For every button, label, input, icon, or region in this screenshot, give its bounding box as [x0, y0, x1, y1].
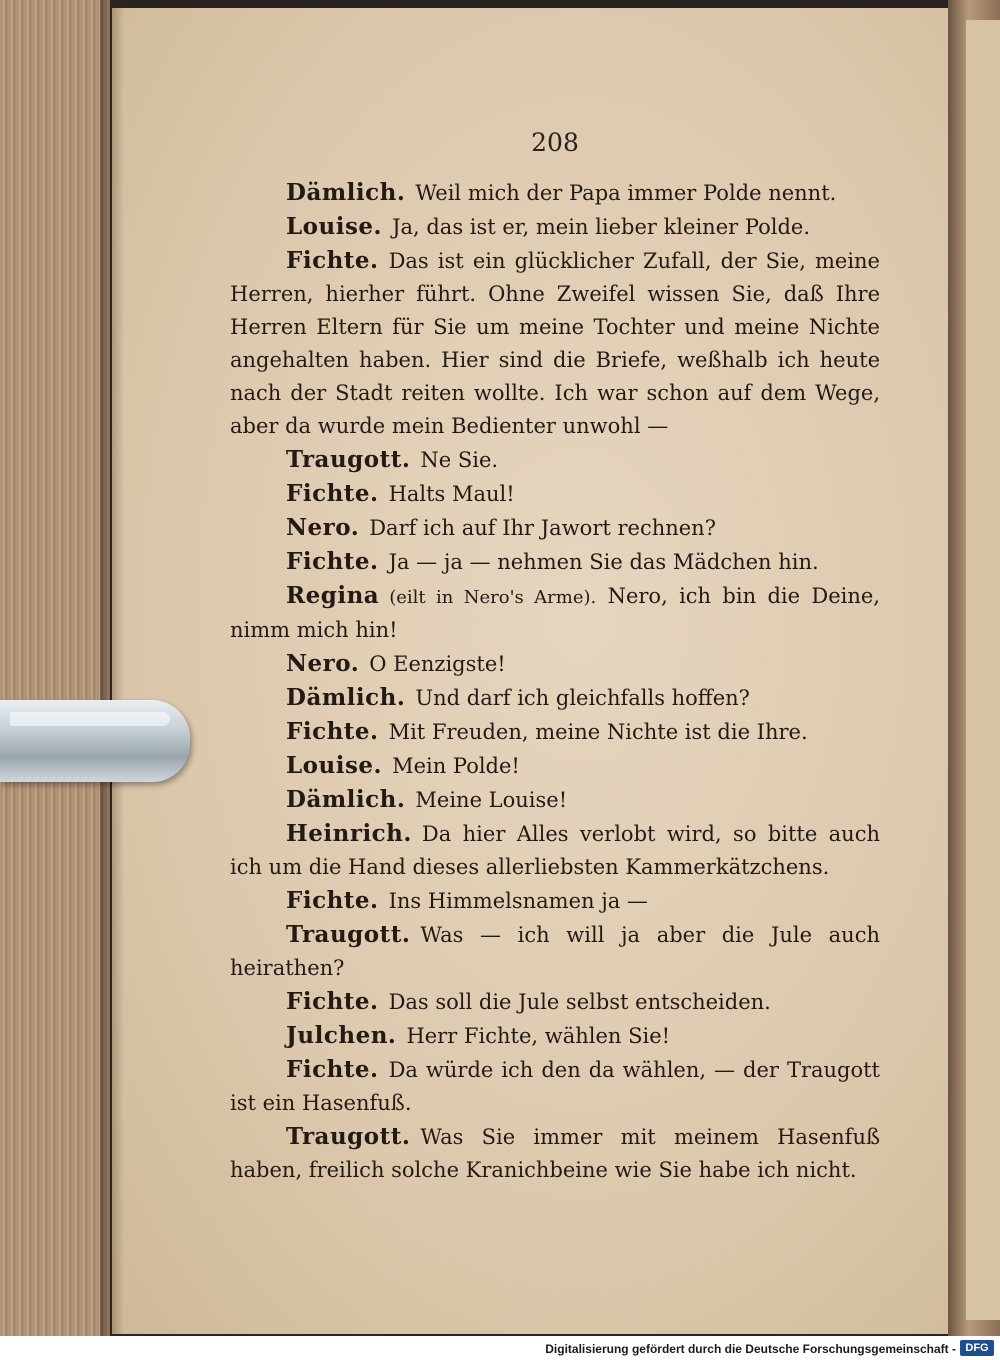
dialogue-line [230, 1019, 880, 1053]
stage-direction: (eilt in Nero's Arme). [389, 587, 597, 608]
dialogue-text: Da hier Alles verlobt wird, so bitte auch ich um die Hand dieses allerliebsten Kammerkätzchens. [230, 822, 880, 879]
speaker-name: Traugott. [286, 446, 411, 473]
dialogue-text: Was Sie immer mit meinem Hasenfuß haben, freilich solche Kranichbeine wie Sie habe ich nicht. [230, 1125, 880, 1182]
dialogue-line [230, 1120, 880, 1187]
dialogue-text: Nero, ich bin die Deine, nimm mich hin! [230, 584, 880, 642]
speaker-name: Fichte. [286, 480, 379, 507]
page-number: 208 [531, 128, 579, 157]
speaker-name: Fichte. [286, 548, 379, 575]
dialogue-line [230, 579, 880, 647]
dialogue-text: Halts Maul! [388, 482, 515, 506]
dialogue-text: Da würde ich den da wählen, — der Traugott ist ein Hasenfuß. [230, 1058, 880, 1115]
dialogue-text: Das ist ein glücklicher Zufall, der Sie, meine Herren, hierher führt. Ohne Zweifel wissen Sie, daß Ihre Herren Eltern für Sie um meine Tochter und meine Nichte angehalten haben. Hier sind die Briefe, weßhalb ich heute nach der Stadt reiten wollte. Ich war schon auf dem Wege, aber da wurde mein Bedienter unwohl — [230, 249, 880, 438]
book-page-edges [0, 0, 110, 1336]
dialogue-text: O Eenzigste! [369, 652, 506, 676]
play-text [230, 176, 880, 1187]
dialogue-line [230, 884, 880, 918]
dialogue-text: Mit Freuden, meine Nichte ist die Ihre. [388, 720, 808, 744]
speaker-name: Fichte. [286, 887, 379, 914]
dialogue-text: Herr Fichte, wählen Sie! [406, 1024, 671, 1048]
dialogue-text: Und darf ich gleichfalls hoffen? [415, 686, 750, 710]
speaker-name: Fichte. [286, 718, 379, 745]
dialogue-text: Meine Louise! [415, 788, 568, 812]
dialogue-line [230, 985, 880, 1019]
footer-credit: Digitalisierung gefördert durch die Deutsche Forschungsgemeinschaft - [545, 1342, 956, 1356]
dialogue-line [230, 817, 880, 884]
dialogue-line [230, 443, 880, 477]
page-clip-highlight [10, 712, 170, 726]
dialogue-line [230, 1053, 880, 1120]
dialogue-line [230, 210, 880, 244]
dialogue-text: Ja — ja — nehmen Sie das Mädchen hin. [388, 550, 819, 574]
dialogue-text: Ins Himmelsnamen ja — [388, 889, 648, 913]
speaker-name: Louise. [286, 752, 383, 779]
dialogue-line [230, 749, 880, 783]
speaker-name: Nero. [286, 650, 360, 677]
speaker-name: Traugott. [286, 1123, 411, 1150]
dialogue-line [230, 176, 880, 210]
dialogue-text: Das soll die Jule selbst entscheiden. [388, 990, 771, 1014]
speaker-name: Traugott. [286, 921, 411, 948]
page-shadow [100, 0, 124, 1336]
dialogue-line [230, 918, 880, 985]
dialogue-text: Darf ich auf Ihr Jawort rechnen? [369, 516, 716, 540]
dialogue-text: Mein Polde! [392, 754, 520, 778]
dialogue-text: Ja, das ist er, mein lieber kleiner Polde. [392, 215, 811, 239]
opposite-page-edge [966, 20, 1000, 1320]
dialogue-line [230, 511, 880, 545]
dialogue-line [230, 545, 880, 579]
speaker-name: Dämlich. [286, 179, 406, 206]
speaker-name: Nero. [286, 514, 360, 541]
dialogue-line [230, 783, 880, 817]
dialogue-line [230, 681, 880, 715]
dialogue-line [230, 244, 880, 443]
dfg-logo: DFG [960, 1340, 994, 1356]
dialogue-line [230, 477, 880, 511]
speaker-name: Fichte. [286, 247, 379, 274]
dialogue-text: Was — ich will ja aber die Jule auch heirathen? [230, 923, 880, 980]
speaker-name: Regina [286, 582, 380, 609]
speaker-name: Dämlich. [286, 786, 406, 813]
dialogue-text: Ne Sie. [420, 448, 499, 472]
speaker-name: Dämlich. [286, 684, 406, 711]
dialogue-line [230, 647, 880, 681]
speaker-name: Julchen. [286, 1022, 397, 1049]
dialogue-line [230, 715, 880, 749]
speaker-name: Heinrich. [286, 820, 412, 847]
speaker-name: Louise. [286, 213, 383, 240]
speaker-name: Fichte. [286, 1056, 379, 1083]
dialogue-text: Weil mich der Papa immer Polde nennt. [415, 181, 837, 205]
speaker-name: Fichte. [286, 988, 379, 1015]
